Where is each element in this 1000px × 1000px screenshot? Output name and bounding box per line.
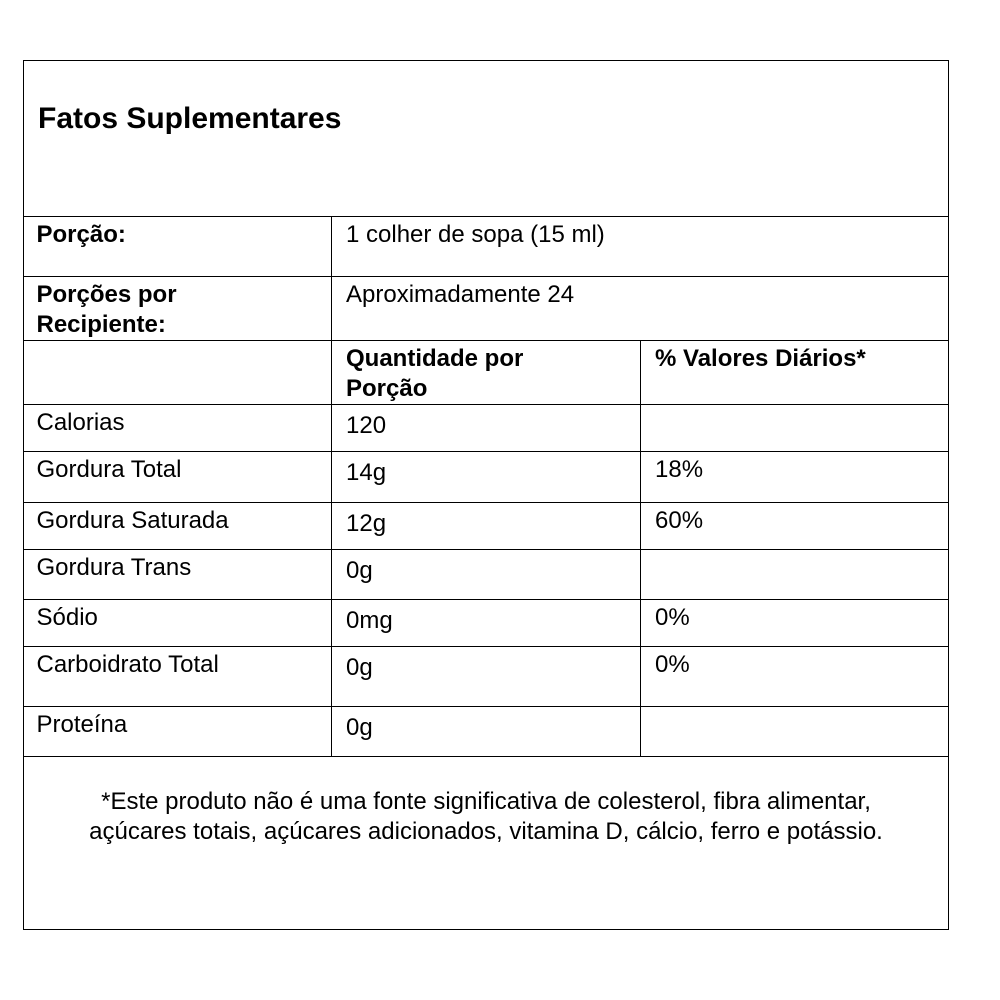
serving-value: 1 colher de sopa (15 ml) — [332, 217, 949, 277]
nutrient-name: Gordura Trans — [23, 550, 332, 600]
nutrition-table — [23, 216, 949, 757]
supplement-facts-panel — [23, 60, 949, 930]
servings-per-container-value: Aproximadamente 24 — [332, 277, 949, 341]
footnote — [24, 787, 948, 847]
nutrient-amount: 0g — [332, 707, 641, 757]
table-row — [23, 405, 949, 452]
table-row — [23, 550, 949, 600]
nutrient-daily-value — [641, 707, 949, 757]
nutrient-name: Proteína — [23, 707, 332, 757]
nutrient-amount: 0g — [332, 550, 641, 600]
amount-header-line1: Quantidade por — [346, 345, 524, 372]
header-row — [23, 341, 949, 405]
table-row — [23, 600, 949, 647]
header-empty-cell — [23, 341, 332, 405]
nutrient-name: Gordura Total — [23, 452, 332, 503]
daily-value-header: % Valores Diários* — [641, 341, 949, 405]
servings-per-container-row — [23, 277, 949, 341]
nutrient-daily-value: 0% — [641, 600, 949, 647]
nutrient-daily-value: 0% — [641, 647, 949, 707]
servings-label-line2: Recipiente: — [36, 311, 166, 338]
nutrient-amount: 120 — [332, 405, 641, 452]
nutrient-daily-value: 18% — [641, 452, 949, 503]
table-row — [23, 707, 949, 757]
nutrient-amount: 0g — [332, 647, 641, 707]
table-row — [23, 452, 949, 503]
serving-label: Porção: — [23, 217, 332, 277]
panel-title: Fatos Suplementares — [38, 102, 342, 135]
footnote-line1: *Este produto não é uma fonte significativa de colesterol, fibra alimentar, — [101, 788, 871, 815]
nutrient-amount: 12g — [332, 503, 641, 550]
footnote-line2: açúcares totais, açúcares adicionados, vitamina D, cálcio, ferro e potássio. — [89, 818, 883, 845]
nutrient-name: Calorias — [23, 405, 332, 452]
servings-label-line1: Porções por — [36, 281, 177, 308]
nutrient-daily-value — [641, 550, 949, 600]
nutrient-daily-value: 60% — [641, 503, 949, 550]
nutrient-name: Gordura Saturada — [23, 503, 332, 550]
table-row — [23, 647, 949, 707]
nutrient-amount: 0mg — [332, 600, 641, 647]
nutrient-name: Carboidrato Total — [23, 647, 332, 707]
servings-per-container-label — [23, 277, 332, 341]
serving-row — [23, 217, 949, 277]
table-row — [23, 503, 949, 550]
amount-header — [332, 341, 641, 405]
nutrient-name: Sódio — [23, 600, 332, 647]
amount-header-line2: Porção — [346, 375, 428, 402]
nutrient-amount: 14g — [332, 452, 641, 503]
nutrient-daily-value — [641, 405, 949, 452]
